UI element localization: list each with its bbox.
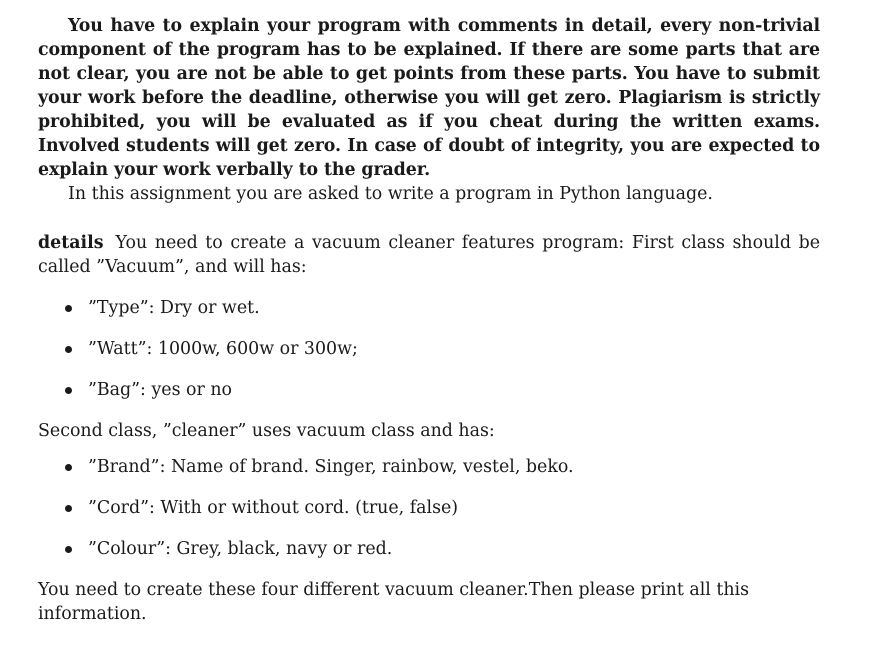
document-page xyxy=(38,14,820,626)
list-item xyxy=(38,537,820,561)
list-item xyxy=(38,337,820,361)
cleaner-feature-list xyxy=(38,455,820,561)
rules-paragraph: You have to explain your program with comments in detail, every non-trivial component of the program has to be explained. If there are some parts that are not clear, you are not be able to get points from these parts. You have to submit your work before the deadline, otherwise you will get zero. Plagiarism is strictly prohibited, you will be evaluated as if you cheat during the written exams. Involved students will get zero. In case of doubt of integrity, you are expected to explain your work verbally to the grader. xyxy=(38,16,820,180)
bullet-icon xyxy=(65,305,72,312)
final-paragraph: You need to create these four different vacuum cleaner.Then please print all this information. xyxy=(38,580,750,625)
second-class-paragraph: Second class, ”cleaner” uses vacuum class and has: xyxy=(38,421,495,442)
vacuum-feature-list xyxy=(38,296,820,402)
list-item xyxy=(38,296,820,320)
assignment-paragraph: In this assignment you are asked to write a program in Python language. xyxy=(68,184,713,204)
list-item-text: ”Brand”: Name of brand. Singer, rainbow, vestel, beko. xyxy=(88,457,574,478)
bullet-icon xyxy=(65,387,72,394)
list-item-text: ”Type”: Dry or wet. xyxy=(88,298,260,319)
list-item-text: ”Cord”: With or without cord. (true, false) xyxy=(88,498,459,519)
details-label: details xyxy=(38,233,104,253)
bullet-icon xyxy=(65,464,72,471)
bullet-icon xyxy=(65,505,72,512)
list-item xyxy=(38,378,820,402)
list-item-text: ”Colour”: Grey, black, navy or red. xyxy=(88,539,393,560)
bullet-icon xyxy=(65,546,72,553)
bullet-icon xyxy=(65,346,72,353)
list-item xyxy=(38,455,820,479)
list-item-text: ”Bag”: yes or no xyxy=(88,380,232,401)
list-item-text: ”Watt”: 1000w, 600w or 300w; xyxy=(88,339,358,360)
details-text: You need to create a vacuum cleaner features program: First class should be called ”Vacuum”, and will has: xyxy=(38,233,820,277)
details-paragraph xyxy=(38,231,820,279)
list-item xyxy=(38,496,820,520)
